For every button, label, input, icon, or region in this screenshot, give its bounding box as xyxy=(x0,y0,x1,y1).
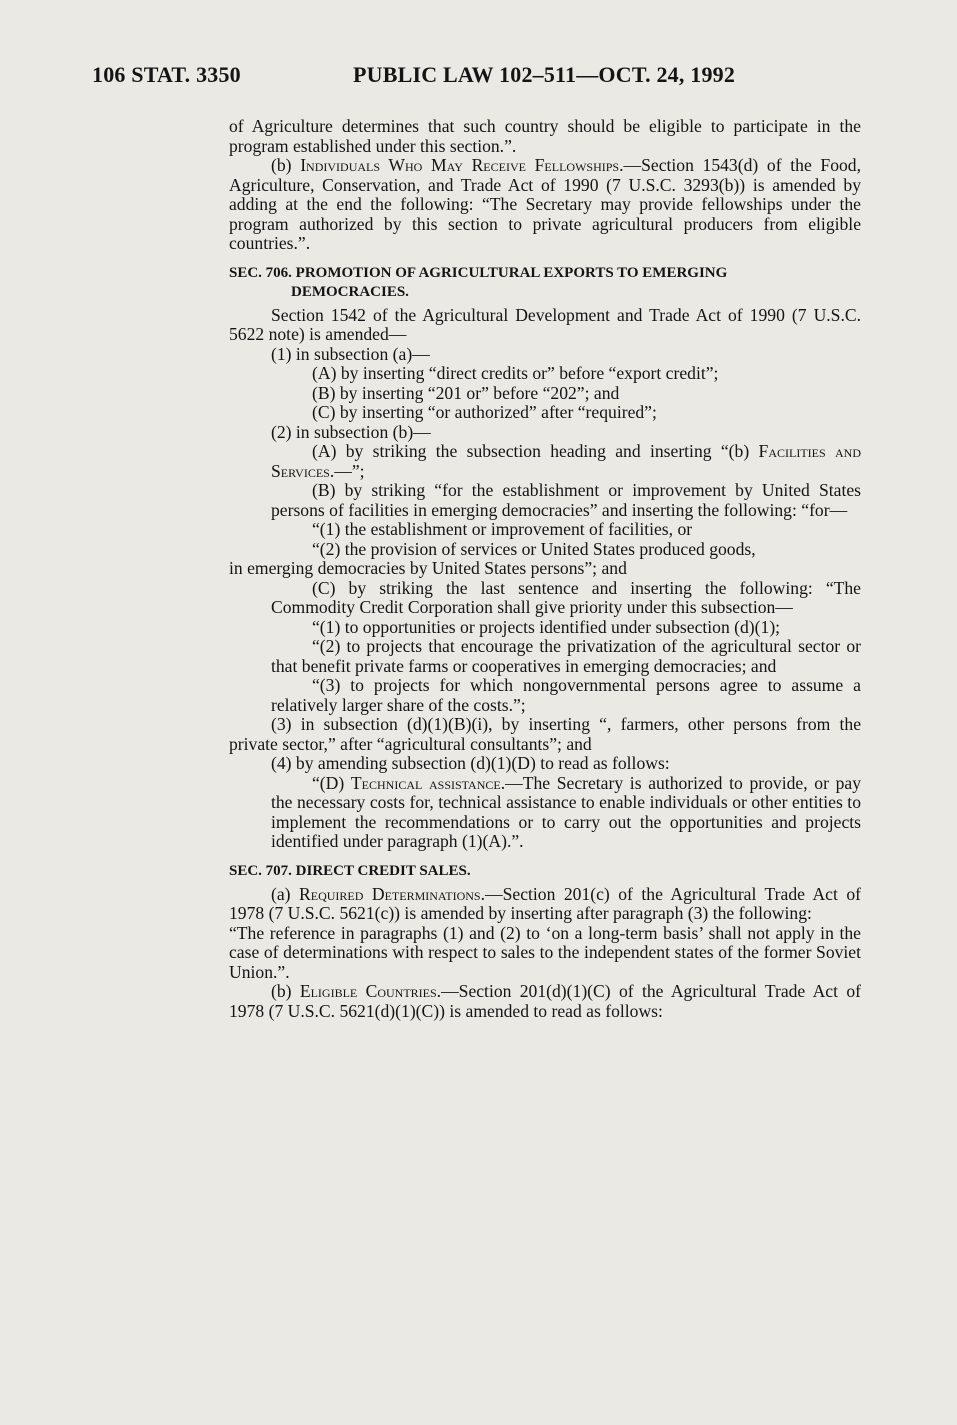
stat-page-number: 106 STAT. 3350 xyxy=(92,62,241,87)
list-item: “(2) the provision of services or United States produced goods, xyxy=(312,538,756,559)
list-item: “(3) to projects for which nongovernmental persons agree to assume a relatively larger share of the costs.”; xyxy=(271,675,861,715)
list-item: (1) in subsection (a)— xyxy=(271,343,430,364)
paragraph-b-fellowships: (b) Individuals Who May Receive Fellowships.—Section 1543(d) of the Food, Agriculture, Conservation, and Trade Act of 1990 (7 U.S.C. 3293(b)) is amended by adding at the end the following: “The Secretary may provide fellowships under the program authorized by this section to private agricultural producers from eligible countries.”. xyxy=(229,155,861,253)
section-heading-706: SEC. 706. PROMOTION OF AGRICULTURAL EXPORTS TO EMERGING DEMOCRACIES. xyxy=(229,264,728,300)
list-item: (B) by striking “for the establishment or improvement by United States persons of facilities in emerging democracies” and inserting the following: “for— xyxy=(271,480,861,520)
paragraph: in emerging democracies by United States persons”; and xyxy=(229,558,627,578)
list-item: (4) by amending subsection (d)(1)(D) to read as follows: xyxy=(271,753,670,773)
list-item: (2) in subsection (b)— xyxy=(271,421,431,442)
document-body xyxy=(229,117,861,1021)
paragraph-a-determinations: (a) Required Determinations.—Section 201(c) of the Agricultural Trade Act of 1978 (7 U.S.C. 5621(c)) is amended by inserting after paragraph (3) the following: xyxy=(229,883,861,923)
subsection-heading: Required Determinations. xyxy=(299,883,485,904)
list-item: (C) by striking the last sentence and inserting the following: “The Commodity Credit Corporation shall give priority under this subsection— xyxy=(271,577,861,617)
list-item: “(2) to projects that encourage the privatization of the agricultural sector or that benefit private farms or cooperatives in emerging democracies; and xyxy=(271,636,861,676)
list-item: (C) by inserting “or authorized” after “required”; xyxy=(312,402,657,422)
section-heading-707: SEC. 707. DIRECT CREDIT SALES. xyxy=(229,862,471,879)
list-item: “(D) Technical assistance.—The Secretary is authorized to provide, or pay the necessary costs for, technical assistance to enable individuals or other entities to implement the recommendations or to carry out the opportunities and projects identified under paragraph (1)(A).”. xyxy=(271,772,861,851)
paragraph: of Agriculture determines that such country should be eligible to participate in the program established under this section.”. xyxy=(229,116,861,156)
list-item: “(1) the establishment or improvement of facilities, or xyxy=(312,519,693,539)
list-item: “(1) to opportunities or projects identified under subsection (d)(1); xyxy=(312,616,781,637)
paragraph: “The reference in paragraphs (1) and (2) to ‘on a long-term basis’ shall not apply in the case of determinations with respect to sales to the independent states of the former Soviet Union.”. xyxy=(229,922,861,982)
subsection-heading: Individuals Who May Receive Fellowships. xyxy=(300,155,624,175)
list-item: (3) in subsection (d)(1)(B)(i), by inserting “, farmers, other persons from the private sector,” after “agricultural consultants”; and xyxy=(229,714,861,754)
list-item: (A) by striking the subsection heading and inserting “(b) Facilities and Services.—”; xyxy=(271,441,861,481)
paragraph-b-eligible-countries: (b) Eligible Countries.—Section 201(d)(1)(C) of the Agricultural Trade Act of 1978 (7 U.S.C. 5621(d)(1)(C)) is amended to read as follows: xyxy=(229,981,861,1021)
subsection-heading: Eligible Countries. xyxy=(299,981,442,1001)
page-header-law: PUBLIC LAW 102–511—OCT. 24, 1992 xyxy=(353,62,736,87)
list-item: (A) by inserting “direct credits or” before “export credit”; xyxy=(312,363,719,383)
list-item: (B) by inserting “201 or” before “202”; and xyxy=(312,382,620,403)
subsection-heading: Facilities and Services. xyxy=(271,441,861,481)
subsection-heading: Technical assistance. xyxy=(350,772,506,793)
paragraph: Section 1542 of the Agricultural Development and Trade Act of 1990 (7 U.S.C. 5622 note) is amended— xyxy=(229,304,861,344)
